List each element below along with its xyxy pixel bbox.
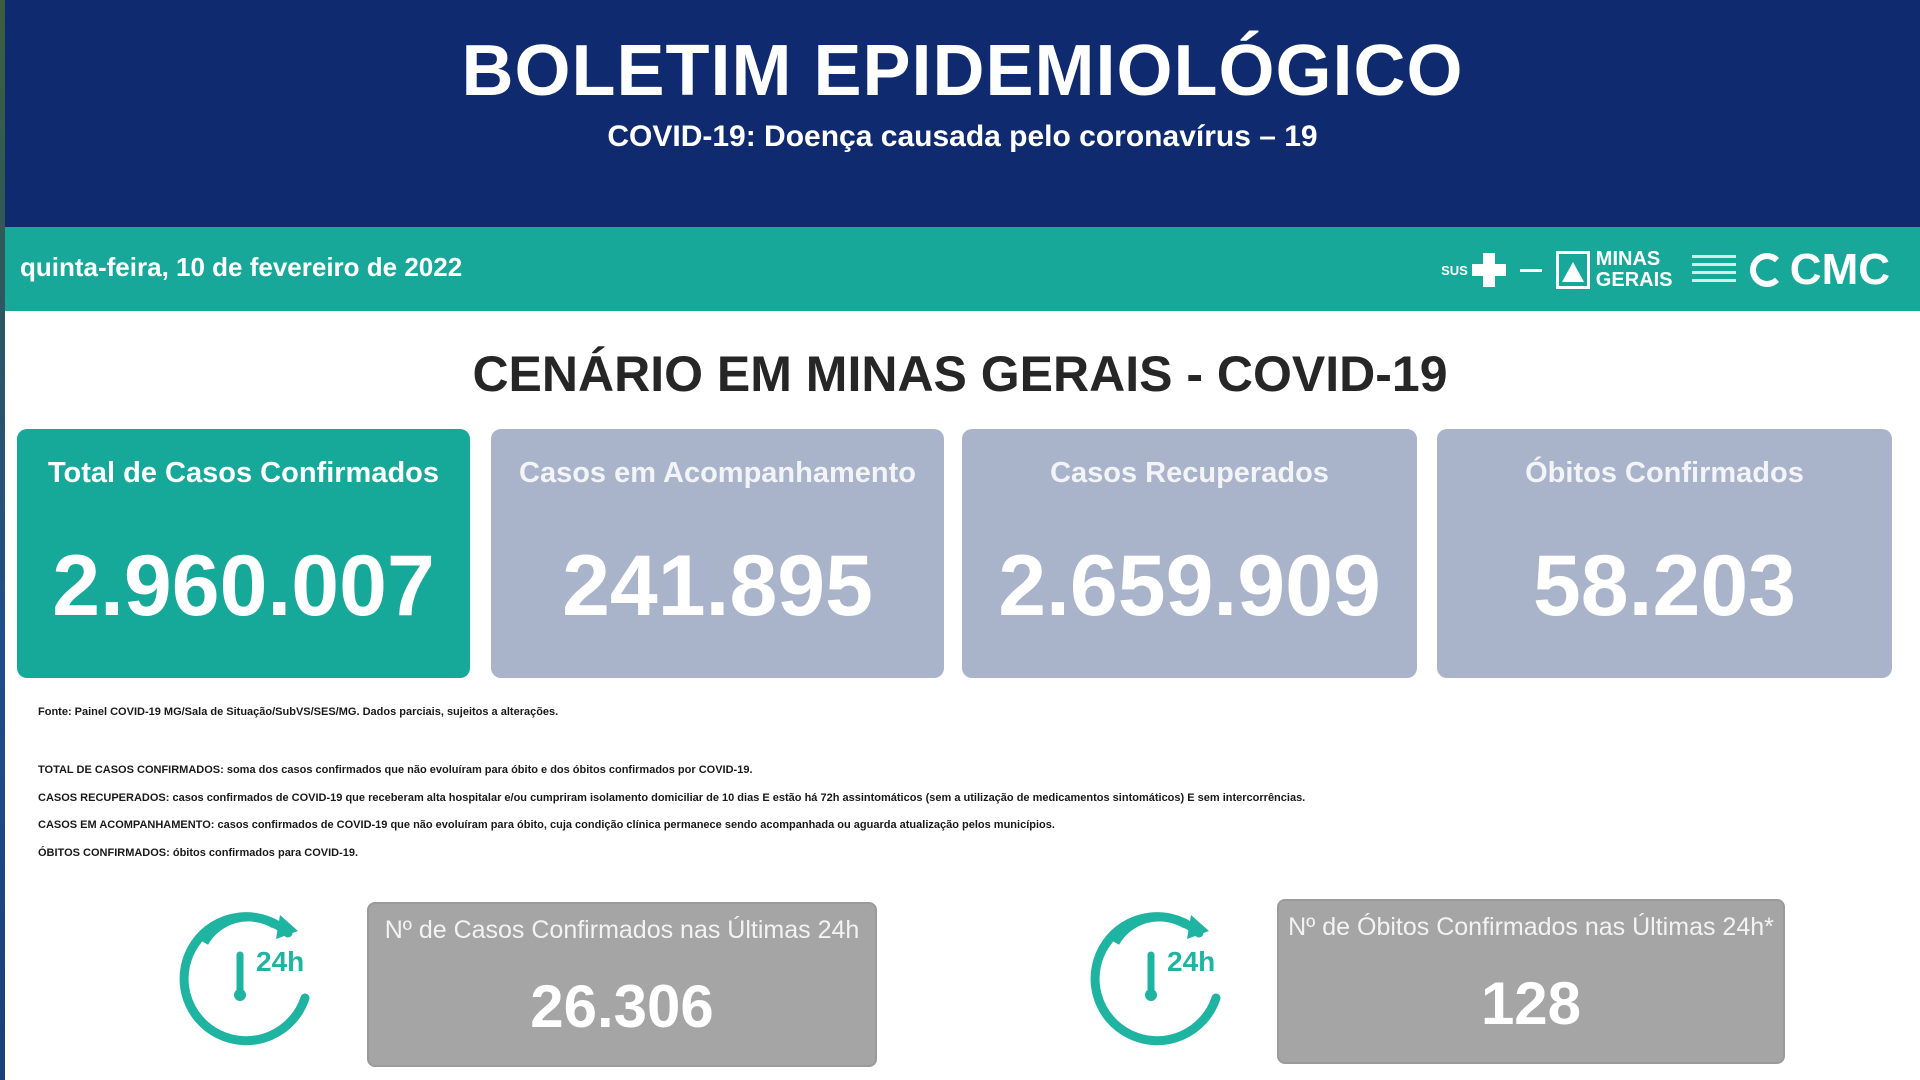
sus-logo	[1441, 253, 1506, 287]
bulletin-subtitle: COVID-19: Doença causada pelo coronavírus – 19	[607, 120, 1318, 153]
svg-text:24h: 24h	[256, 946, 305, 977]
definition-deaths: ÓBITOS CONFIRMADOS: óbitos confirmados para COVID-19.	[38, 847, 359, 859]
bulletin-title: BOLETIM EPIDEMIOLÓGICO	[461, 31, 1464, 111]
card-label: Total de Casos Confirmados	[47, 457, 440, 489]
partner-logos	[1441, 243, 1890, 297]
card-total-confirmed	[17, 429, 470, 678]
date-bar	[5, 227, 1920, 311]
card-value: 2.960.007	[52, 538, 435, 634]
deaths-24h-box	[1277, 899, 1785, 1064]
card-deaths	[1437, 429, 1892, 678]
cases-24h-label: Nº de Casos Confirmados nas Últimas 24h	[384, 916, 860, 944]
cmc-mark-icon	[1750, 253, 1784, 287]
card-value: 2.659.909	[998, 538, 1381, 634]
card-label: Casos Recuperados	[1050, 457, 1329, 489]
card-label: Casos em Acompanhamento	[519, 457, 916, 489]
cmc-logo	[1750, 245, 1890, 295]
clock-24h-icon	[170, 903, 320, 1053]
minas-gerais-logo	[1556, 249, 1736, 291]
definition-follow-up: CASOS EM ACOMPANHAMENTO: casos confirmados de COVID-19 que não evoluíram para óbito, cuja condição clínica permanece sendo acompanhada ou aguarda atualização pelos municípios.	[38, 819, 1055, 831]
sus-logo-text: SUS	[1441, 262, 1468, 278]
sus-cross-icon	[1472, 253, 1506, 287]
deaths-24h-value: 128	[1480, 970, 1582, 1037]
minas-gerais-logo-text: MINAS GERAIS	[1595, 248, 1673, 291]
section-title: CENÁRIO EM MINAS GERAIS - COVID-19	[472, 346, 1448, 402]
card-in-follow-up	[491, 429, 944, 678]
logo-separator	[1520, 269, 1542, 272]
clock-24h-icon	[1081, 903, 1231, 1053]
deaths-24h-label: Nº de Óbitos Confirmados nas Últimas 24h*	[1288, 913, 1774, 941]
card-recovered	[962, 429, 1417, 678]
minas-gerais-mark-icon	[1556, 251, 1590, 289]
minas-gerais-lines-icon	[1692, 255, 1736, 285]
card-value: 58.203	[1532, 538, 1797, 634]
cases-24h-value: 26.306	[530, 973, 714, 1040]
cmc-logo-text: CMC	[1789, 245, 1890, 294]
definition-total-confirmed: TOTAL DE CASOS CONFIRMADOS: soma dos casos confirmados que não evoluíram para óbito e dos óbitos confirmados por COVID-19.	[38, 764, 753, 776]
bulletin-date: quinta-feira, 10 de fevereiro de 2022	[20, 252, 463, 282]
source-note: Fonte: Painel COVID-19 MG/Sala de Situação/SubVS/SES/MG. Dados parciais, sujeitos a alterações.	[38, 706, 559, 718]
cases-24h-box	[367, 902, 877, 1067]
svg-text:24h: 24h	[1167, 946, 1216, 977]
card-value: 241.895	[562, 538, 873, 634]
card-label: Óbitos Confirmados	[1525, 457, 1804, 489]
bulletin-header	[5, 0, 1920, 227]
definition-recovered: CASOS RECUPERADOS: casos confirmados de COVID-19 que receberam alta hospitalar e/ou cumpriram isolamento domiciliar de 10 dias E estão há 72h assintomáticos (sem a utilização de medicamentos sintomáticos) E sem intercorrências.	[38, 792, 1306, 804]
